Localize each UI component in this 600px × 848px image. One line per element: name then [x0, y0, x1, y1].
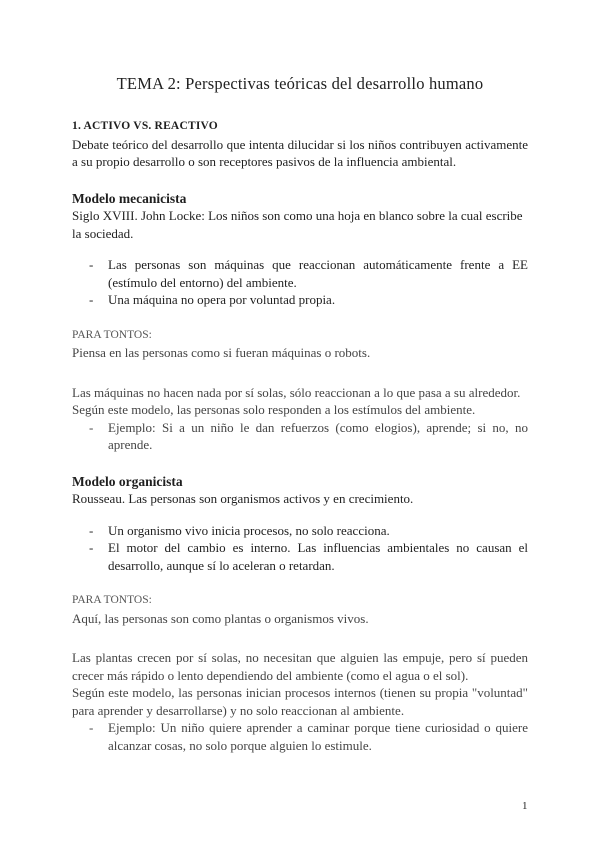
- list-item: - Las personas son máquinas que reaccionan automáticamente frente a EE (estímulo del entorno) del ambiente.: [72, 256, 528, 291]
- organicista-intro: Rousseau. Las personas son organismos activos y en crecimiento.: [72, 491, 414, 506]
- example-list: [72, 419, 528, 454]
- example-list: [72, 719, 528, 754]
- tontos-label: PARA TONTOS:: [72, 328, 152, 341]
- explanation: Según este modelo, las personas inician procesos internos (tienen su propia "voluntad" para aprender y desarrollarse) y no solo reaccionan al ambiente.: [72, 685, 528, 718]
- mecanicista-list: [72, 256, 528, 309]
- example-item: - Ejemplo: Si a un niño le dan refuerzos (como elogios), aprende; si no, no aprende.: [72, 419, 528, 454]
- section-heading: 1. ACTIVO VS. REACTIVO: [72, 120, 218, 132]
- organicista-heading: Modelo organicista: [72, 473, 183, 489]
- tontos-text: Piensa en las personas como si fueran máquinas o robots.: [72, 345, 371, 360]
- list-item: - Una máquina no opera por voluntad propia.: [72, 291, 528, 309]
- organicista-list: [72, 522, 528, 575]
- list-item: - El motor del cambio es interno. Las influencias ambientales no causan el desarrollo, aunque sí lo aceleran o retardan.: [72, 539, 528, 574]
- page-number: 1: [522, 800, 528, 812]
- list-item: - Un organismo vivo inicia procesos, no solo reacciona.: [72, 522, 528, 540]
- section-intro: Debate teórico del desarrollo que intenta dilucidar si los niños contribuyen activamente a su propio desarrollo o son receptores pasivos de la influencia ambiental.: [72, 136, 528, 169]
- tontos-text: Aquí, las personas son como plantas o organismos vivos.: [72, 610, 369, 626]
- mecanicista-heading: Modelo mecanicista: [72, 190, 187, 206]
- page-title: TEMA 2: Perspectivas teóricas del desarrollo humano: [116, 74, 484, 93]
- explanation: Las máquinas no hacen nada por sí solas, sólo reaccionan a lo que pasa a su alrededor.: [72, 384, 521, 400]
- page-content: [72, 118, 528, 754]
- explanation: Las plantas crecen por sí solas, no necesitan que alguien las empuje, pero sí pueden crecer más rápido o lento dependiendo del ambiente (como el agua o el sol).: [72, 650, 528, 683]
- mecanicista-intro: Siglo XVIII. John Locke: Los niños son como una hoja en blanco sobre la cual escribe la sociedad.: [72, 208, 523, 241]
- example-item: - Ejemplo: Un niño quiere aprender a caminar porque tiene curiosidad o quiere alcanzar cosas, no solo porque alguien lo estimule.: [72, 719, 528, 754]
- tontos-label: PARA TONTOS:: [72, 594, 152, 606]
- explanation: Según este modelo, las personas solo responden a los estímulos del ambiente.: [72, 402, 476, 417]
